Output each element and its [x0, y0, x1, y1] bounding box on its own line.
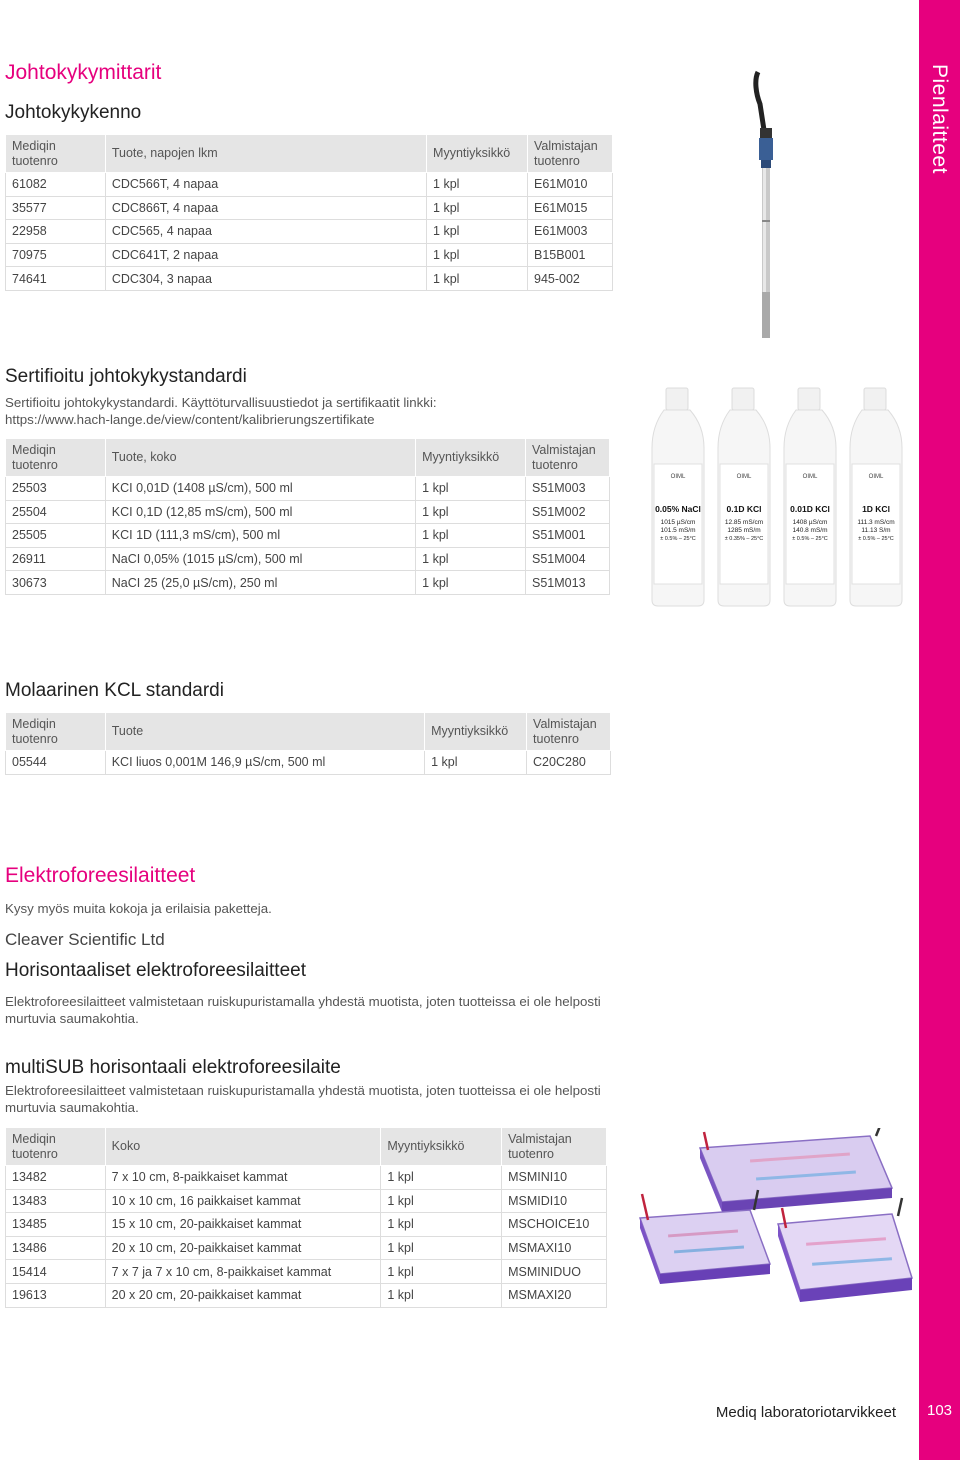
table-row: 35577 CDC866T, 4 napaa 1 kpl E61M015 [6, 196, 613, 220]
page-number: 103 [926, 1402, 953, 1419]
svg-text:1D KCl: 1D KCl [862, 504, 890, 514]
column-header: Koko [105, 1128, 381, 1166]
section-title-certified-standard: Sertifioitu johtokykystandardi [5, 366, 247, 387]
svg-text:101.5 mS/m: 101.5 mS/m [660, 527, 696, 534]
sidebar-category-label: Pienlaitteet [928, 64, 951, 174]
svg-text:OIML: OIML [802, 474, 818, 480]
product-table-standards [5, 438, 610, 595]
column-header: Myyntiyksikkö [427, 135, 528, 173]
column-header: Valmistajan tuotenro [527, 713, 611, 751]
column-header: Tuote, koko [105, 439, 415, 477]
section-title-electrophoresis: Elektroforeesilaitteet [5, 864, 196, 887]
column-header: Myyntiyksikkö [425, 713, 527, 751]
svg-text:OIML: OIML [670, 474, 686, 480]
svg-text:0.1D KCl: 0.1D KCl [726, 504, 762, 514]
bottle [652, 388, 704, 606]
electrophoresis-note: Kysy myös muita kokoja ja erilaisia paketteja. [5, 901, 272, 916]
svg-text:1408 µS/cm: 1408 µS/cm [792, 519, 828, 526]
section-subtitle-johtokykykenno: Johtokykykenno [5, 102, 142, 123]
section-title-molar-kcl: Molaarinen KCL standardi [5, 680, 224, 701]
horizontal-description: Elektroforeesilaitteet valmistetaan ruiskupuristamalla yhdestä muotista, joten tuotteissa ei ole helposti murtuvia saumakohtia. [5, 994, 601, 1026]
column-header: Mediqin tuotenro [6, 1128, 106, 1166]
svg-text:1285 mS/m: 1285 mS/m [727, 527, 761, 534]
svg-text:12.85 mS/cm: 12.85 mS/cm [724, 519, 764, 526]
column-header: Tuote [105, 713, 424, 751]
multisub-description: Elektroforeesilaitteet valmistetaan ruiskupuristamalla yhdestä muotista, joten tuotteissa ei ole helposti murtuvia saumakohtia. [5, 1083, 601, 1115]
sidebar-band [919, 0, 960, 1460]
product-table-kcl [5, 712, 611, 775]
table-row: 70975 CDC641T, 2 napaa 1 kpl B15B001 [6, 243, 613, 267]
table-row: 30673 NaCI 25 (25,0 µS/cm), 250 ml 1 kpl S51M013 [6, 571, 610, 595]
svg-text:± 0.35% – 25°C: ± 0.35% – 25°C [724, 536, 764, 542]
certified-standard-description: Sertifioitu johtokykystandardi. Käyttöturvallisuustiedot ja sertifikaatit linkki: [5, 395, 437, 410]
bottle [784, 388, 836, 606]
svg-text:± 0.5% – 25°C: ± 0.5% – 25°C [660, 536, 696, 542]
column-header: Mediqin tuotenro [6, 713, 106, 751]
svg-text:± 0.5% – 25°C: ± 0.5% – 25°C [792, 536, 828, 542]
column-header: Mediqin tuotenro [6, 439, 106, 477]
table-row: 13483 10 x 10 cm, 16 paikkaiset kammat 1 kpl MSMIDI10 [6, 1189, 607, 1213]
svg-text:140.8 mS/m: 140.8 mS/m [792, 527, 828, 534]
table-row: 74641 CDC304, 3 napaa 1 kpl 945-002 [6, 267, 613, 291]
manufacturer-name: Cleaver Scientific Ltd [5, 930, 165, 949]
table-row: 25504 KCI 0,1D (12,85 mS/cm), 500 ml 1 kpl S51M002 [6, 500, 610, 524]
product-table-electrodes [5, 134, 613, 291]
table-row: 15414 7 x 7 ja 7 x 10 cm, 8-paikkaiset kammat 1 kpl MSMINIDUO [6, 1260, 607, 1284]
column-header: Myyntiyksikkö [416, 439, 526, 477]
svg-text:OIML: OIML [868, 474, 884, 480]
svg-text:± 0.5% – 25°C: ± 0.5% – 25°C [858, 536, 894, 542]
section-title-johtokykymittarit: Johtokykymittarit [5, 61, 162, 84]
footer-brand: Mediq laboratoriotarvikkeet [715, 1404, 896, 1421]
svg-text:OIML: OIML [736, 474, 752, 480]
svg-text:111.3 mS/cm: 111.3 mS/cm [857, 519, 895, 526]
table-row: 22958 CDC565, 4 napaa 1 kpl E61M003 [6, 220, 613, 244]
column-header: Valmistajan tuotenro [502, 1128, 607, 1166]
electrophoresis-units-image [630, 1128, 915, 1323]
table-row: 13485 15 x 10 cm, 20-paikkaiset kammat 1 kpl MSCHOICE10 [6, 1213, 607, 1237]
table-row: 61082 CDC566T, 4 napaa 1 kpl E61M010 [6, 173, 613, 197]
electrophoresis-tank [778, 1198, 912, 1302]
product-title-multisub: multiSUB horisontaali elektroforeesilaite [5, 1057, 341, 1078]
bottle [850, 388, 902, 606]
column-header: Myyntiyksikkö [381, 1128, 502, 1166]
column-header: Valmistajan tuotenro [528, 135, 613, 173]
svg-text:1015 µS/cm: 1015 µS/cm [660, 519, 696, 526]
product-table-electrophoresis [5, 1127, 607, 1308]
table-row: 19613 20 x 20 cm, 20-paikkaiset kammat 1 kpl MSMAXI20 [6, 1283, 607, 1307]
table-row: 26911 NaCI 0,05% (1015 µS/cm), 500 ml 1 kpl S51M004 [6, 547, 610, 571]
column-header: Tuote, napojen lkm [105, 135, 426, 173]
table-row: 13482 7 x 10 cm, 8-paikkaiset kammat 1 kpl MSMINI10 [6, 1166, 607, 1190]
certificate-link[interactable]: https://www.hach-lange.de/view/content/kalibrierungszertifikate [5, 412, 375, 427]
svg-text:11.13 S/m: 11.13 S/m [861, 527, 891, 534]
conductivity-electrode-image [720, 70, 820, 342]
conductivity-standard-bottles-image [648, 386, 914, 610]
electrophoresis-tank [700, 1128, 892, 1212]
svg-text:0.01D KCl: 0.01D KCl [790, 504, 830, 514]
bottle [718, 388, 770, 606]
svg-text:0.05% NaCl: 0.05% NaCl [655, 504, 701, 514]
table-row: 25503 KCI 0,01D (1408 µS/cm), 500 ml 1 kpl S51M003 [6, 477, 610, 501]
subsection-title-horizontal: Horisontaaliset elektroforeesilaitteet [5, 960, 306, 981]
table-row: 05544 KCI liuos 0,001M 146,9 µS/cm, 500 ml 1 kpl C20C280 [6, 751, 611, 775]
column-header: Valmistajan tuotenro [526, 439, 610, 477]
table-row: 25505 KCI 1D (111,3 mS/cm), 500 ml 1 kpl S51M001 [6, 524, 610, 548]
table-row: 13486 20 x 10 cm, 20-paikkaiset kammat 1 kpl MSMAXI10 [6, 1236, 607, 1260]
column-header: Mediqin tuotenro [6, 135, 106, 173]
